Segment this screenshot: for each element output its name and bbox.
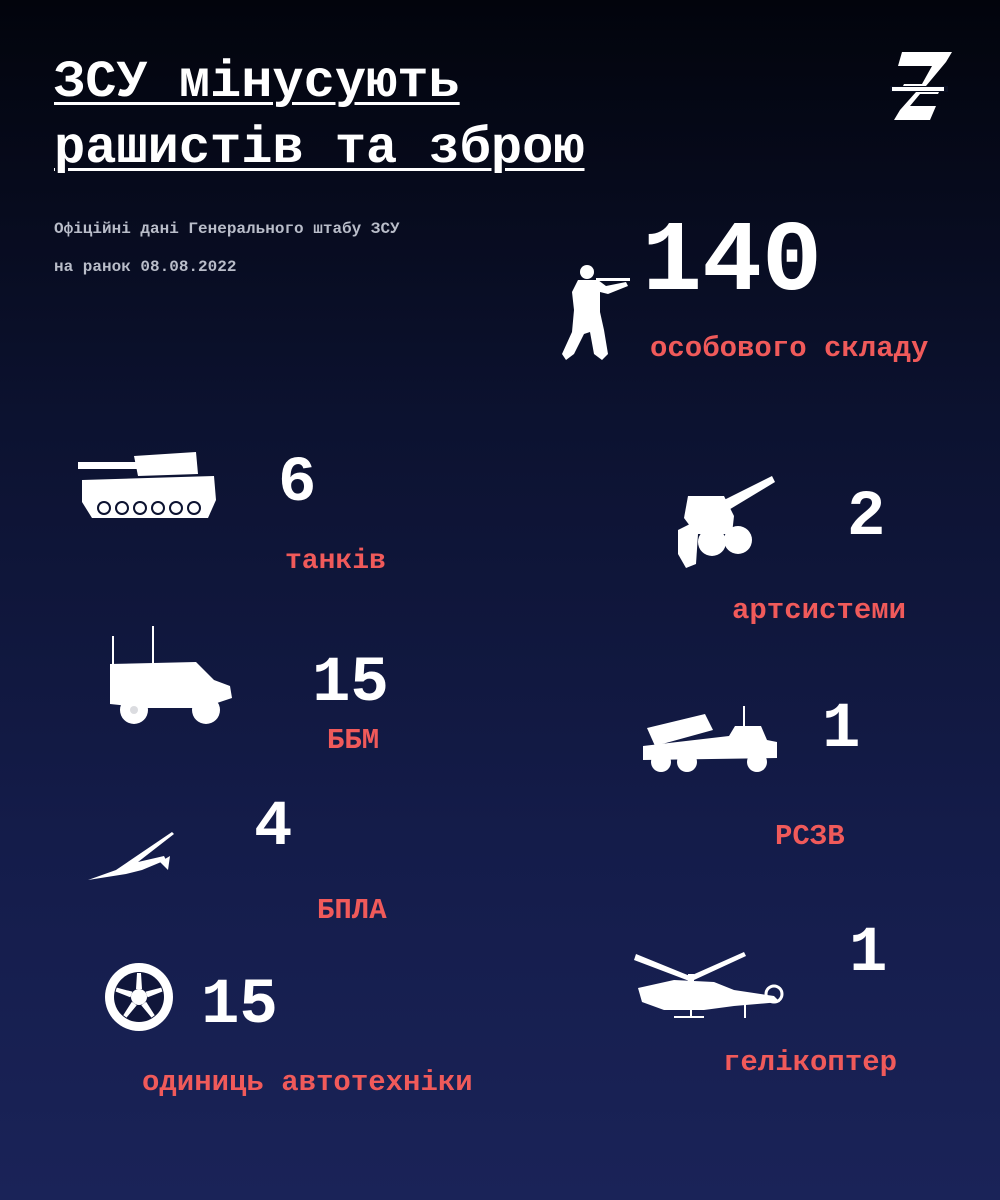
mlrs-label: РСЗВ bbox=[775, 820, 845, 853]
artillery-count: 2 bbox=[847, 482, 886, 554]
wheel-icon bbox=[104, 962, 174, 1032]
helicopter-icon bbox=[634, 950, 790, 1022]
source-text: Офіційні дані Генерального штабу ЗСУ bbox=[54, 220, 400, 238]
armored-vehicle-icon bbox=[108, 626, 236, 726]
vehicles-label: одиниць автотехніки bbox=[142, 1066, 473, 1099]
title-line-1: ЗСУ мінусують bbox=[54, 53, 460, 112]
helicopters-label: гелікоптер bbox=[723, 1046, 898, 1079]
soldier-icon bbox=[560, 262, 630, 362]
afv-label: ББМ bbox=[327, 724, 380, 757]
page-title bbox=[54, 50, 585, 182]
personnel-label: особового складу bbox=[650, 332, 929, 365]
drone-icon bbox=[86, 830, 176, 884]
date-text: на ранок 08.08.2022 bbox=[54, 258, 237, 276]
afv-count: 15 bbox=[312, 648, 389, 720]
uav-label: БПЛА bbox=[317, 894, 387, 927]
mlrs-icon bbox=[643, 706, 781, 776]
helicopters-count: 1 bbox=[849, 918, 888, 990]
artillery-label: артсистеми bbox=[732, 594, 907, 627]
tanks-count: 6 bbox=[278, 448, 317, 520]
vehicles-count: 15 bbox=[201, 970, 278, 1042]
personnel-count: 140 bbox=[642, 207, 823, 320]
mlrs-count: 1 bbox=[822, 694, 861, 766]
tank-icon bbox=[78, 450, 218, 522]
uav-count: 4 bbox=[254, 792, 293, 864]
z-logo-icon bbox=[890, 48, 956, 124]
title-line-2: рашистів та зброю bbox=[54, 119, 585, 178]
tanks-label: танків bbox=[285, 546, 386, 577]
artillery-icon bbox=[676, 474, 776, 570]
